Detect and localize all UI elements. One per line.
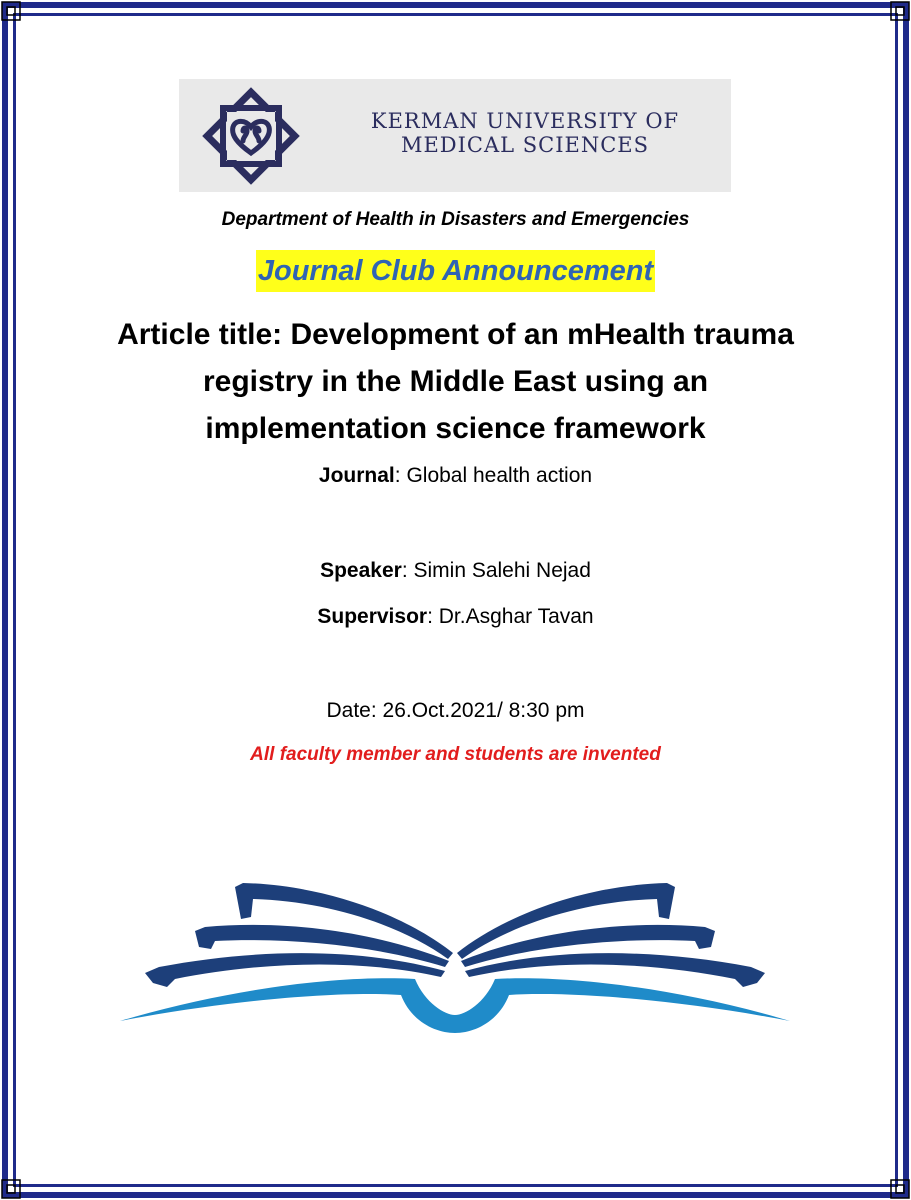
journal-label: Journal: [318, 464, 395, 487]
speaker-label: Speaker: [320, 559, 402, 582]
announcement-text: Journal Club Announcement: [256, 250, 655, 292]
university-emblem-icon: [185, 87, 317, 185]
article-title-line2: registry in the Middle East using an: [202, 365, 709, 398]
university-name: [327, 109, 723, 157]
department-name: Department of Health in Disasters and Emergencies: [221, 209, 690, 230]
announcement-heading: [0, 250, 911, 292]
university-name-line1: KERMAN UNIVERSITY OF: [370, 109, 680, 133]
supervisor-line: [0, 605, 911, 629]
article-title-line1: Article title: Development of an mHealth trauma: [117, 318, 794, 351]
corner-ornament: [0, 1178, 22, 1200]
article-title: [70, 311, 841, 452]
supervisor-value: : Dr.Asghar Tavan: [427, 605, 594, 628]
university-logo: [179, 79, 731, 192]
corner-ornament: [0, 0, 22, 22]
corner-ornament: [889, 0, 911, 22]
event-date: Date: 26.Oct.2021/ 8:30 pm: [326, 699, 585, 722]
university-name-line2: MEDICAL SCIENCES: [400, 133, 650, 157]
open-book-icon: [115, 875, 795, 1035]
journal-value: : Global health action: [394, 464, 593, 487]
speaker-value: : Simin Salehi Nejad: [401, 559, 591, 582]
journal-line: [0, 464, 911, 488]
invitation-note: All faculty member and students are invented: [250, 744, 661, 765]
speaker-line: [0, 559, 911, 583]
corner-ornament: [889, 1178, 911, 1200]
article-title-line3: implementation science framework: [205, 412, 706, 445]
supervisor-label: Supervisor: [317, 605, 428, 628]
